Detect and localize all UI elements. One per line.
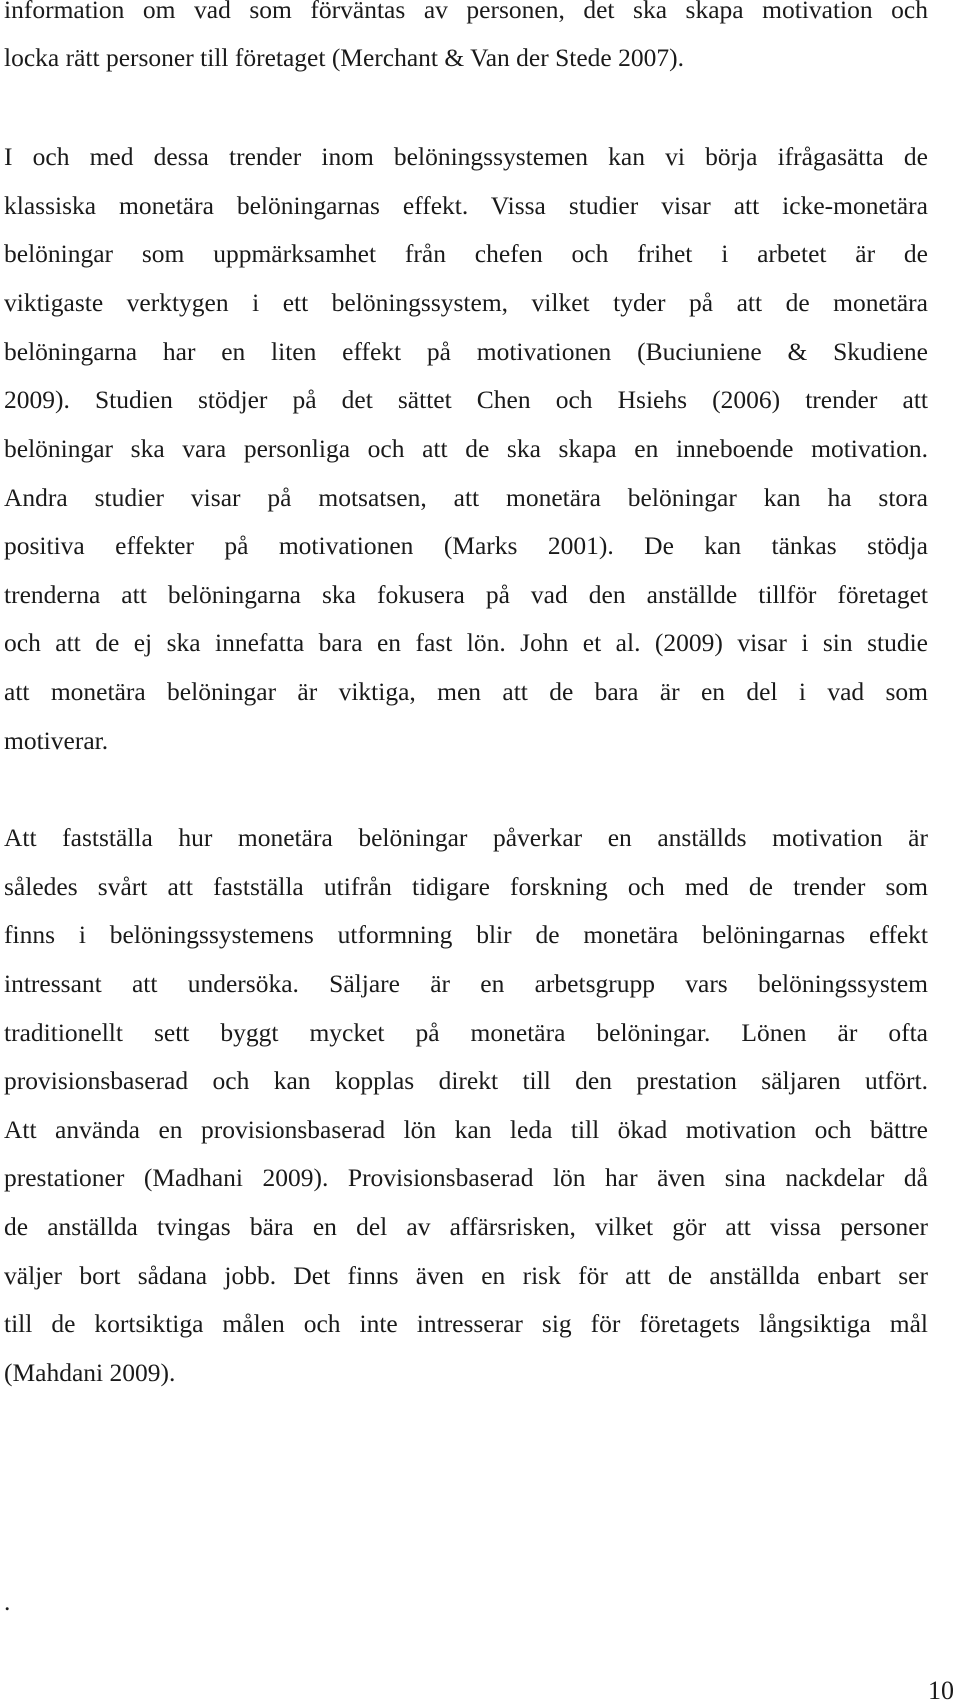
text-line: Andra studier visar på motsatsen, att monetära belöningar kan ha stora <box>4 483 928 512</box>
text-line: finns i belöningssystemens utformning blir de monetära belöningarnas effekt <box>4 920 928 949</box>
text-line: Att använda en provisionsbaserad lön kan leda till ökad motivation och bättre <box>4 1115 928 1144</box>
text-line: trenderna att belöningarna ska fokusera på vad den anställde tillför företaget <box>4 580 928 609</box>
text-line: och att de ej ska innefatta bara en fast lön. John et al. (2009) visar i sin studie <box>4 628 928 657</box>
text-line: provisionsbaserad och kan kopplas direkt till den prestation säljaren utfört. <box>4 1066 928 1095</box>
text-line: intressant att undersöka. Säljare är en arbetsgrupp vars belöningssystem <box>4 969 928 998</box>
text-line: prestationer (Madhani 2009). Provisionsbaserad lön har även sina nackdelar då <box>4 1163 928 1192</box>
text-line: belöningar som uppmärksamhet från chefen och frihet i arbetet är de <box>4 239 928 268</box>
text-line: 2009). Studien stödjer på det sättet Chen och Hsiehs (2006) trender att <box>4 385 928 414</box>
text-line: de anställda tvingas bära en del av affärsrisken, vilket gör att vissa personer <box>4 1212 928 1241</box>
text-line: belöningarna har en liten effekt på motivationen (Buciuniene & Skudiene <box>4 337 928 366</box>
text-line: locka rätt personer till företaget (Merchant & Van der Stede 2007). <box>4 43 684 72</box>
text-line: I och med dessa trender inom belöningssystemen kan vi börja ifrågasätta de <box>4 142 928 171</box>
text-line: information om vad som förväntas av personen, det ska skapa motivation och <box>4 0 928 24</box>
text-line: Att fastställa hur monetära belöningar påverkar en anställds motivation är <box>4 823 928 852</box>
text-line: positiva effekter på motivationen (Marks 2001). De kan tänkas stödja <box>4 531 928 560</box>
text-line: väljer bort sådana jobb. Det finns även en risk för att de anställda enbart ser <box>4 1261 928 1290</box>
text-line: traditionellt sett byggt mycket på monetära belöningar. Lönen är ofta <box>4 1018 928 1047</box>
text-line: belöningar ska vara personliga och att de ska skapa en inneboende motivation. <box>4 434 928 463</box>
text-line: motiverar. <box>4 726 109 755</box>
text-line: klassiska monetära belöningarnas effekt. Vissa studier visar att icke-monetära <box>4 191 928 220</box>
stray-period: . <box>4 1587 11 1616</box>
text-line: viktigaste verktygen i ett belöningssystem, vilket tyder på att de monetära <box>4 288 928 317</box>
text-line: till de kortsiktiga målen och inte intresserar sig för företagets långsiktiga mål <box>4 1309 928 1338</box>
page-number: 10 <box>928 1676 954 1705</box>
text-line: således svårt att fastställa utifrån tidigare forskning och med de trender som <box>4 872 928 901</box>
text-line: (Mahdani 2009). <box>4 1358 176 1387</box>
text-line: att monetära belöningar är viktiga, men att de bara är en del i vad som <box>4 677 928 706</box>
